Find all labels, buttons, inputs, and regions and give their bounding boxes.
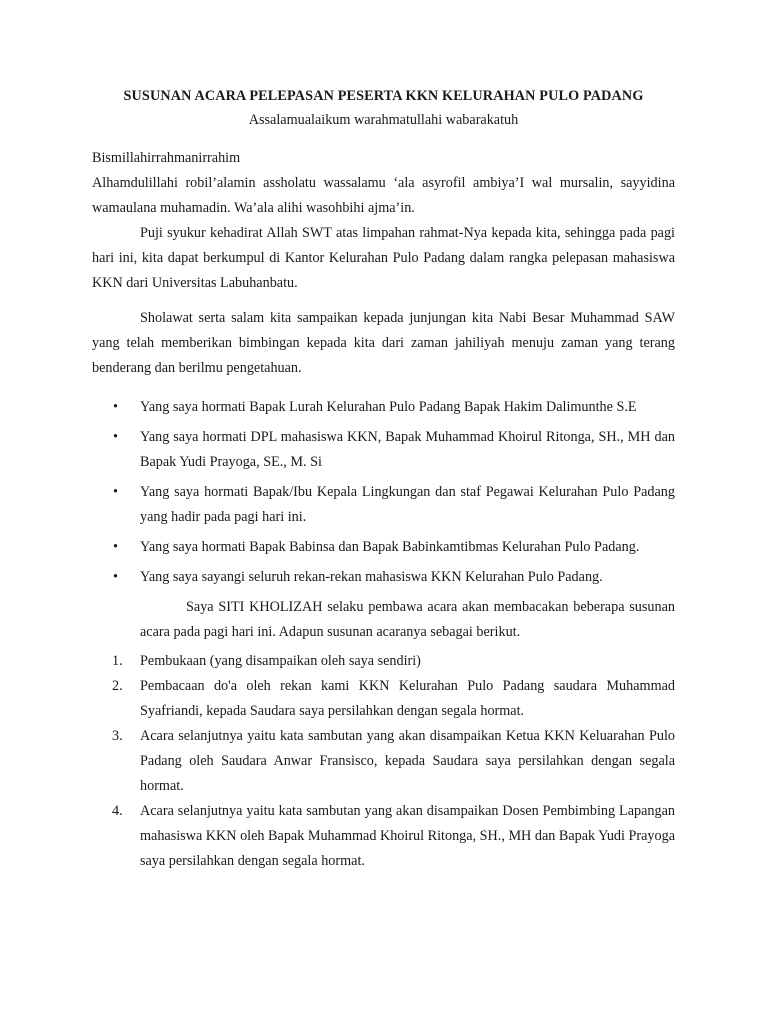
greeting-line: Assalamualaikum warahmatullahi wabarakatuh (248, 112, 519, 128)
basmalah-line: Bismillahirrahmanirrahim (92, 150, 241, 166)
agenda-text: Pembacaan do'a oleh rekan kami KKN Kelurahan Pulo Padang saudara Muhammad Syafriandi, kepada Saudara saya persilahkan dengan segala hormat. (140, 678, 675, 719)
body-paragraph: Puji syukur kehadirat Allah SWT atas limpahan rahmat-Nya kepada kita, sehingga pada pagi hari ini, kita dapat berkumpul di Kantor Kelurahan Pulo Padang dalam rangka pelepasan mahasiswa KKN dari Universitas Labuhanbatu. (92, 225, 675, 291)
agenda-number: 3. (112, 728, 123, 744)
bullet-icon: • (113, 399, 118, 415)
agenda-item (92, 799, 675, 874)
agenda-item (92, 724, 675, 799)
list-item-text: Yang saya hormati Bapak Lurah Kelurahan Pulo Padang Bapak Hakim Dalimunthe S.E (140, 399, 637, 415)
agenda-text: Acara selanjutnya yaitu kata sambutan yang akan disampaikan Dosen Pembimbing Lapangan mahasiswa KKN oleh Bapak Muhammad Khoirul Ritonga, SH., MH dan Bapak Yudi Prayoga saya persilahkan dengan segala hormat. (140, 803, 675, 869)
bullet-icon: • (113, 484, 118, 500)
list-item-text: Yang saya sayangi seluruh rekan-rekan mahasiswa KKN Kelurahan Pulo Padang. (140, 569, 603, 585)
document-title: SUSUNAN ACARA PELEPASAN PESERTA KKN KELURAHAN PULO PADANG (123, 88, 644, 104)
list-item (92, 535, 675, 560)
agenda-list (92, 649, 675, 874)
bullet-icon: • (113, 539, 118, 555)
greetings-list (92, 395, 675, 590)
list-item-text: Yang saya hormati Bapak/Ibu Kepala Lingkungan dan staf Pegawai Kelurahan Pulo Padang yang hadir pada pagi hari ini. (140, 484, 675, 525)
bullet-icon: • (113, 569, 118, 585)
list-item (92, 425, 675, 475)
agenda-item (92, 649, 675, 674)
agenda-item (92, 674, 675, 724)
opening-paragraph: Alhamdulillahi robil’alamin assholatu wassalamu ‘ala asyrofil ambiya’I wal mursalin, sayyidina wamaulana muhamadin. Wa’ala alihi wasohbihi ajma’in. (92, 175, 675, 216)
agenda-number: 4. (112, 803, 123, 819)
list-item-text: Yang saya hormati DPL mahasiswa KKN, Bapak Muhammad Khoirul Ritonga, SH., MH dan Bapak Yudi Prayoga, SE., M. Si (140, 429, 675, 470)
agenda-number: 1. (112, 653, 123, 669)
list-item (92, 565, 675, 590)
mc-intro-text: Saya SITI KHOLIZAH selaku pembawa acara akan membacakan beberapa susunan acara pada pagi hari ini. Adapun susunan acaranya sebagai berikut. (140, 599, 675, 640)
list-item (92, 480, 675, 530)
mc-intro-paragraph (140, 595, 675, 645)
document-page (92, 84, 675, 874)
body-paragraph: Sholawat serta salam kita sampaikan kepada junjungan kita Nabi Besar Muhammad SAW yang telah memberikan bimbingan kepada kita dari zaman jahiliyah menuju zaman yang terang benderang dan berilmu pengetahuan. (92, 310, 675, 376)
list-item (92, 395, 675, 420)
agenda-text: Pembukaan (yang disampaikan oleh saya sendiri) (140, 653, 421, 669)
agenda-number: 2. (112, 678, 123, 694)
bullet-icon: • (113, 429, 118, 445)
agenda-text: Acara selanjutnya yaitu kata sambutan yang akan disampaikan Ketua KKN Keluarahan Pulo Padang oleh Saudara Anwar Fransisco, kepada Saudara saya persilahkan dengan segala hormat. (140, 728, 675, 794)
list-item-text: Yang saya hormati Bapak Babinsa dan Bapak Babinkamtibmas Kelurahan Pulo Padang. (140, 539, 640, 555)
